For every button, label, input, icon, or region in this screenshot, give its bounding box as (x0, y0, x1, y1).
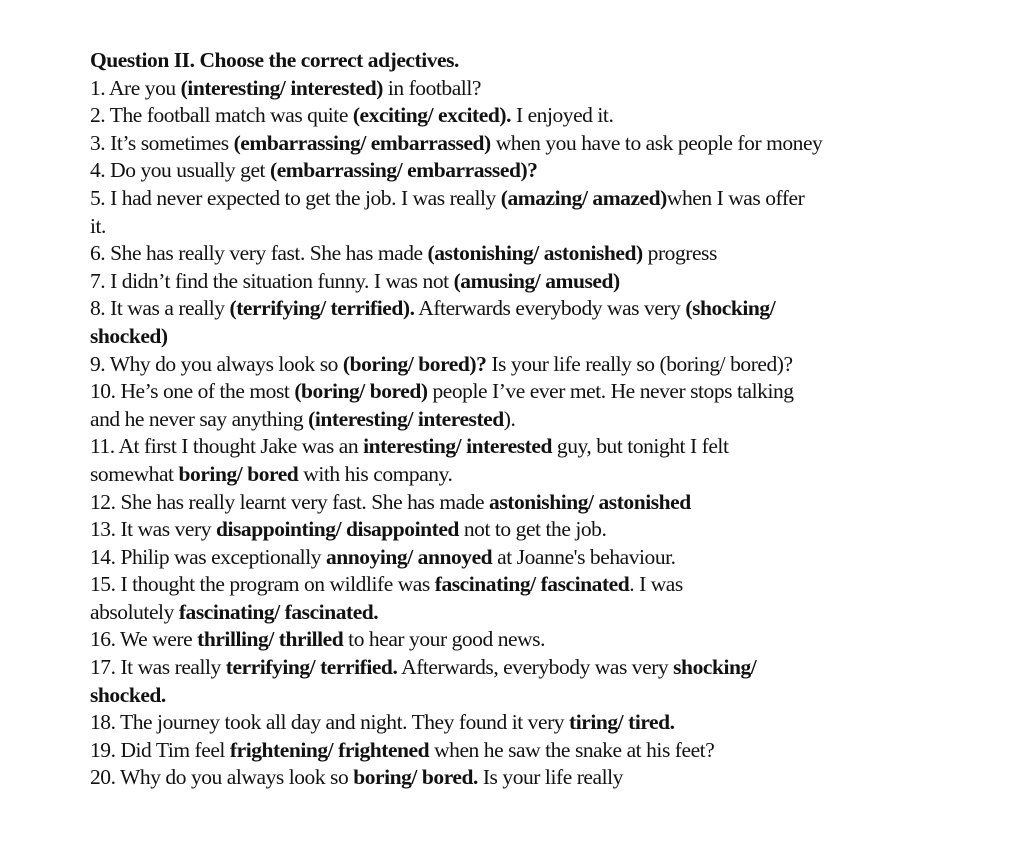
worksheet-title: Question II. Choose the correct adjectives. (90, 48, 459, 72)
question-line (90, 516, 970, 544)
answer-choices: (interesting/ interested) (180, 75, 383, 100)
answer-choices: fascinating/ fascinated. (178, 599, 379, 624)
question-line (90, 102, 970, 130)
question-text: 14. Philip was exceptionally (90, 544, 326, 569)
question-text: when he saw the snake at his feet? (429, 737, 715, 762)
question-text: when I was offer (666, 185, 805, 210)
question-line (90, 75, 970, 103)
question-text: it. (90, 213, 106, 238)
answer-choices: (astonishing/ astonished) (427, 241, 643, 266)
question-text: Is your life really (477, 765, 623, 790)
answer-choices: (amazing/ amazed) (500, 185, 667, 210)
question-text: I enjoyed it. (511, 103, 614, 128)
question-line (90, 185, 970, 213)
answer-choices: (embarrassing/ embarrassed)? (270, 158, 538, 183)
question-line (90, 378, 970, 406)
question-line (90, 682, 970, 710)
question-text: 13. It was very (90, 517, 216, 542)
question-line (90, 130, 970, 158)
question-line (90, 737, 970, 765)
question-text: to hear your good news. (343, 627, 546, 652)
question-line (90, 323, 970, 351)
question-line (90, 157, 970, 185)
question-text: 1. Are you (90, 75, 181, 100)
worksheet (90, 47, 970, 792)
answer-choices: (interesting/ interested (308, 406, 504, 431)
question-text: ). (503, 406, 516, 431)
question-text: Afterwards, everybody was very (397, 655, 674, 680)
question-text: 3. It’s sometimes (90, 130, 234, 155)
question-line (90, 544, 970, 572)
question-text: when you have to ask people for money (490, 130, 823, 155)
answer-choices: annoying/ annoyed (325, 544, 493, 569)
question-text: 2. The football match was quite (90, 103, 353, 128)
question-text: guy, but tonight I felt (551, 434, 729, 459)
question-line (90, 295, 970, 323)
question-text: 17. It was really (90, 655, 226, 680)
answer-choices: (terrifying/ terrified). (229, 296, 415, 321)
question-line (90, 571, 970, 599)
question-text: 20. Why do you always look so (90, 765, 354, 790)
question-line (90, 599, 970, 627)
question-line (90, 406, 970, 434)
answer-choices: terrifying/ terrified. (225, 655, 398, 680)
question-text: 10. He’s one of the most (90, 379, 295, 404)
answer-choices: shocking/ (673, 655, 757, 680)
answer-choices: (amusing/ amused) (453, 268, 620, 293)
answer-choices: shocked. (90, 682, 166, 707)
question-text: 9. Why do you always look so (90, 351, 343, 376)
question-line (90, 709, 970, 737)
question-text: 19. Did Tim feel (90, 737, 230, 762)
question-text: in football? (382, 75, 481, 100)
answer-choices: tiring/ tired. (569, 710, 675, 735)
question-line (90, 626, 970, 654)
question-text: 6. She has really very fast. She has made (90, 241, 428, 266)
answer-choices: frightening/ frightened (229, 737, 430, 762)
question-text: 12. She has really learnt very fast. She has made (90, 489, 490, 514)
question-text: 11. At first I thought Jake was an (90, 434, 364, 459)
question-list (90, 75, 970, 792)
question-text: somewhat (90, 461, 179, 486)
question-line (90, 461, 970, 489)
question-text: people I’ve ever met. He never stops talking (427, 379, 794, 404)
question-line (90, 213, 970, 241)
question-text: Afterwards everybody was very (414, 296, 686, 321)
question-line (90, 240, 970, 268)
answer-choices: (shocking/ (685, 296, 776, 321)
question-text: 4. Do you usually get (90, 158, 270, 183)
answer-choices: (exciting/ excited). (352, 103, 512, 128)
question-text: at Joanne's behaviour. (492, 544, 676, 569)
question-text: 16. We were (90, 627, 198, 652)
question-text: 18. The journey took all day and night. They found it very (90, 710, 570, 735)
question-text: . I was (629, 572, 683, 597)
answer-choices: thrilling/ thrilled (197, 627, 344, 652)
answer-choices: disappointing/ disappointed (215, 517, 459, 542)
answer-choices: boring/ bored (178, 461, 299, 486)
answer-choices: fascinating/ fascinated (434, 572, 630, 597)
question-text: with his company. (298, 461, 453, 486)
question-line (90, 489, 970, 517)
answer-choices: boring/ bored. (353, 765, 478, 790)
question-line (90, 654, 970, 682)
question-text: 5. I had never expected to get the job. I was really (90, 185, 501, 210)
question-text: and he never say anything (90, 406, 309, 431)
question-text: 8. It was a really (90, 296, 230, 321)
question-line (90, 268, 970, 296)
answer-choices: shocked) (90, 323, 168, 348)
answer-choices: (boring/ bored) (294, 379, 428, 404)
answer-choices: astonishing/ astonished (489, 489, 691, 514)
question-text: progress (642, 241, 717, 266)
question-text: Is your life really so (boring/ bored)? (486, 351, 793, 376)
answer-choices: (boring/ bored)? (342, 351, 487, 376)
question-text: absolutely (90, 599, 179, 624)
question-text: 7. I didn’t find the situation funny. I was not (90, 268, 454, 293)
question-text: 15. I thought the program on wildlife was (90, 572, 435, 597)
answer-choices: (embarrassing/ embarrassed) (233, 130, 491, 155)
question-line (90, 351, 970, 379)
question-text: not to get the job. (458, 517, 607, 542)
question-line (90, 433, 970, 461)
answer-choices: interesting/ interested (363, 434, 552, 459)
question-line (90, 764, 970, 792)
